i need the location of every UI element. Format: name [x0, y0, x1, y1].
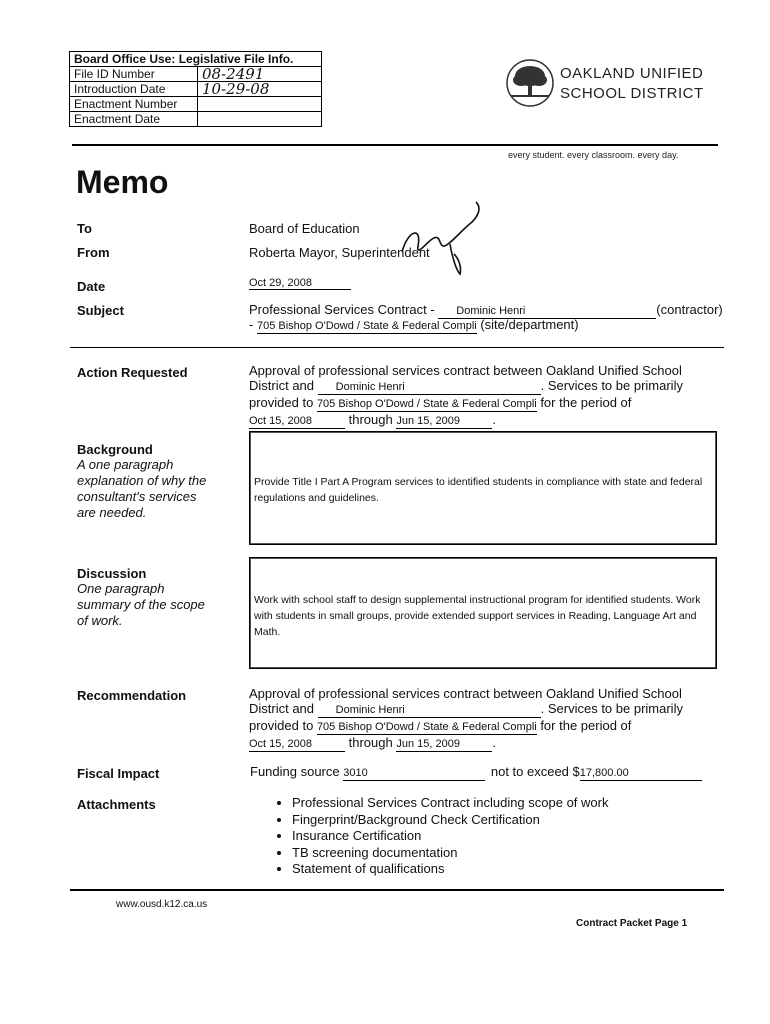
- action-start-date: Oct 15, 2008: [249, 415, 345, 429]
- action-line3-suffix: for the period of: [536, 395, 632, 410]
- attachments-list: [274, 795, 608, 878]
- fiscal-impact-label: Fiscal Impact: [77, 766, 160, 781]
- table-row: [70, 82, 322, 97]
- recommendation-start-date: Oct 15, 2008: [249, 738, 345, 752]
- subject-line2-prefix: -: [249, 317, 257, 332]
- recommendation-line3-suffix: for the period of: [536, 718, 632, 733]
- action-line1: Approval of professional services contract between Oakland Unified School: [249, 363, 682, 378]
- discussion-box: [249, 557, 717, 669]
- action-end-punct: .: [492, 412, 496, 427]
- district-name-line2: SCHOOL DISTRICT: [560, 85, 704, 102]
- to-label: To: [77, 221, 92, 236]
- list-item: • Professional Services Contract including scope of work: [292, 795, 608, 812]
- funding-source-value: 3010: [343, 767, 485, 781]
- action-line3-prefix: provided to: [249, 395, 317, 410]
- action-line2-prefix: District and: [249, 378, 318, 393]
- header-divider: [72, 144, 718, 146]
- recommendation-end-punct: .: [492, 735, 496, 750]
- introduction-date-value: 10-29-08: [198, 82, 322, 97]
- table-row: [70, 112, 322, 127]
- footer-url: www.ousd.k12.ca.us: [116, 899, 208, 910]
- recommendation-through: through: [348, 735, 393, 750]
- tagline: every student. every classroom. every day.: [508, 150, 679, 160]
- list-item: • Statement of qualifications: [292, 861, 608, 878]
- recommendation-line2: [249, 701, 719, 718]
- background-label: Background: [77, 442, 153, 457]
- subject-contractor: Dominic Henri: [438, 305, 656, 319]
- recommendation-line3: [249, 718, 719, 735]
- district-name-line1: OAKLAND UNIFIED: [560, 65, 704, 82]
- date-value: Oct 29, 2008: [249, 277, 351, 290]
- action-site: 705 Bishop O'Dowd / State & Federal Compli: [316, 398, 537, 410]
- action-line2-suffix: . Services to be primarily: [540, 378, 683, 393]
- enactment-date-value: [198, 112, 322, 127]
- action-line3: [249, 395, 719, 412]
- action-through: through: [348, 412, 393, 427]
- footer-divider: [70, 889, 724, 891]
- district-name: [560, 64, 704, 104]
- section-divider: [70, 347, 724, 348]
- board-office-table: [69, 51, 322, 127]
- table-row: [70, 67, 322, 82]
- oak-tree-logo-icon: [505, 58, 555, 108]
- list-item: • Insurance Certification: [292, 828, 608, 845]
- enactment-number-value: [198, 97, 322, 112]
- discussion-label: Discussion: [77, 566, 147, 581]
- list-item: • TB screening documentation: [292, 845, 608, 862]
- not-to-exceed-value: 17,800.00: [580, 767, 702, 781]
- from-value: Roberta Mayor, Superintendent: [249, 245, 430, 260]
- list-item: • Fingerprint/Background Check Certification: [292, 812, 608, 829]
- file-id-value: 08-2491: [198, 67, 322, 82]
- background-box: [249, 431, 717, 545]
- table-row: [70, 97, 322, 112]
- discussion-note: One paragraph summary of the scope of work.: [77, 581, 205, 628]
- attachments-label: Attachments: [77, 797, 156, 812]
- from-label: From: [77, 245, 110, 260]
- fiscal-impact-line: [250, 764, 702, 781]
- recommendation-line2-prefix: District and: [249, 701, 318, 716]
- recommendation-contractor: Dominic Henri: [318, 704, 541, 718]
- recommendation-line4: [249, 735, 719, 752]
- signature-icon: [398, 200, 486, 278]
- recommendation-line2-suffix: . Services to be primarily: [540, 701, 683, 716]
- subject-label: Subject: [77, 303, 124, 318]
- date-label: Date: [77, 279, 106, 294]
- recommendation-site: 705 Bishop O'Dowd / State & Federal Compli: [316, 721, 537, 733]
- action-end-date: Jun 15, 2009: [396, 415, 492, 429]
- subject-site-suffix: (site/department): [480, 317, 579, 332]
- subject-prefix: Professional Services Contract -: [249, 302, 439, 317]
- recommendation-line1: Approval of professional services contract between Oakland Unified School: [249, 686, 682, 701]
- recommendation-end-date: Jun 15, 2009: [396, 738, 492, 752]
- file-id-label: File ID Number: [70, 67, 198, 82]
- background-note: A one paragraph explanation of why the consultant's services are needed.: [77, 457, 207, 520]
- introduction-date-label: Introduction Date: [70, 82, 198, 97]
- action-requested-text: [249, 363, 719, 429]
- subject-line2: [249, 317, 579, 334]
- to-value: Board of Education: [249, 221, 360, 236]
- page-number: Contract Packet Page 1: [576, 918, 688, 929]
- enactment-date-label: Enactment Date: [70, 112, 198, 127]
- subject-site: 705 Bishop O'Dowd / State & Federal Compli: [256, 320, 477, 332]
- action-requested-label: Action Requested: [77, 365, 188, 380]
- background-text: Provide Title I Part A Program services to identified students in compliance with state and federal regulations and guidelines.: [254, 476, 703, 504]
- enactment-number-label: Enactment Number: [70, 97, 198, 112]
- not-to-exceed-label: not to exceed $: [490, 764, 580, 779]
- discussion-text: Work with school staff to design supplemental instructional program for identified students. Work with students in small groups, provide extended support services in Reading, Language Art and Math.: [254, 594, 701, 638]
- action-line2: [249, 378, 719, 395]
- recommendation-label: Recommendation: [77, 688, 187, 703]
- recommendation-line3-prefix: provided to: [249, 718, 317, 733]
- board-table-header: Board Office Use: Legislative File Info.: [70, 52, 322, 67]
- subject-contractor-suffix: (contractor): [656, 302, 723, 317]
- recommendation-text: [249, 686, 719, 752]
- memo-title: Memo: [76, 164, 169, 200]
- action-contractor: Dominic Henri: [318, 381, 541, 395]
- funding-source-label: Funding source: [250, 764, 344, 779]
- action-line4: [249, 412, 719, 429]
